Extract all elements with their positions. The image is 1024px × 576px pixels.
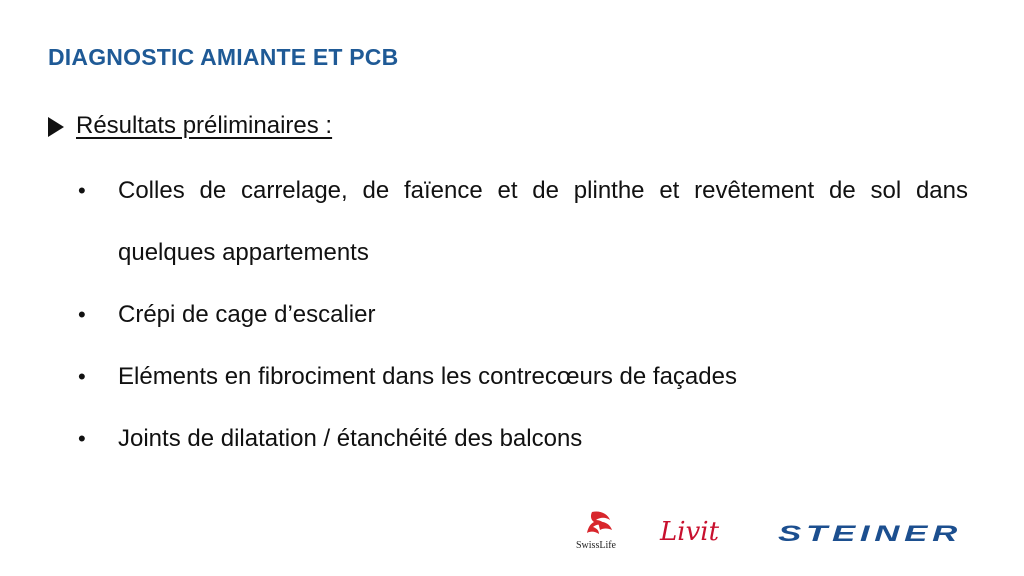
bullet-dot: • [78,426,86,451]
bullet-dot: • [78,302,86,327]
bullet-item [78,284,968,346]
bullet-dot: • [78,364,86,389]
bullet-dot: • [78,178,86,203]
section-heading-text: Résultats préliminaires : [76,112,333,139]
section-heading [48,112,332,140]
arrow-bullet-icon [48,117,64,137]
livit-logo [658,514,738,548]
swisslife-wordmark: SwissLife [576,540,616,551]
steiner-logo [778,522,964,544]
swisslife-logo [570,508,640,554]
bullet-text: Colles de carrelage, de faïence et de plinthe et revêtement de sol dans quelques appartements [118,177,968,266]
bullet-item [78,408,968,470]
bullet-item [78,346,968,408]
slide-title: DIAGNOSTIC AMIANTE ET PCB [48,44,399,70]
bullet-list [78,160,968,470]
bullet-text: Eléments en fibrociment dans les contrecœurs de façades [118,363,737,390]
bullet-text: Crépi de cage d’escalier [118,301,376,328]
logo-strip [570,508,970,554]
steiner-wordmark: STEINER [778,522,962,544]
bullet-text: Joints de dilatation / étanchéité des balcons [118,425,583,452]
livit-wordmark: Livit [660,517,720,547]
bullet-item [78,160,968,284]
